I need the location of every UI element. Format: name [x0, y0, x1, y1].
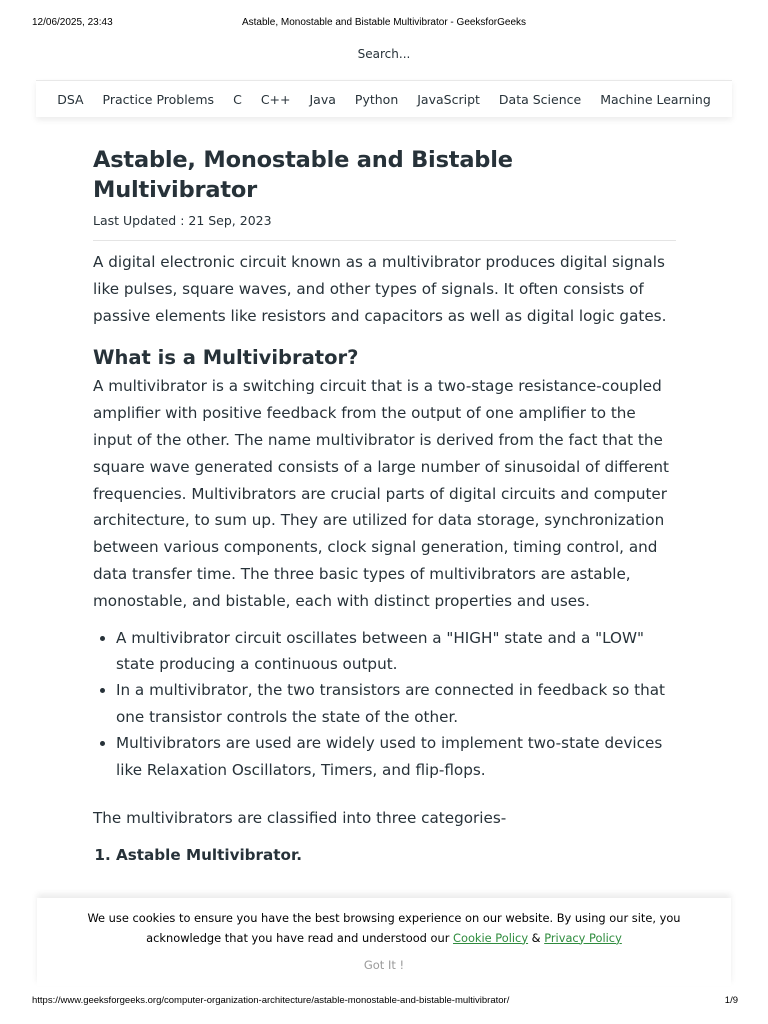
page-number: 1/9 [724, 995, 738, 1006]
print-url: https://www.geeksforgeeks.org/computer-organization-architecture/astable-monostable-and-bistable-multivibrator/ [32, 995, 510, 1006]
cookie-policy-link[interactable]: Cookie Policy [453, 930, 529, 945]
article [93, 145, 676, 868]
nav-item-java[interactable]: Java [309, 91, 336, 107]
bullet-list [93, 625, 676, 783]
print-date: 12/06/2025, 23:43 [32, 17, 113, 28]
nav-item-machine-learning[interactable]: Machine Learning [600, 91, 711, 107]
nav-item-dsa[interactable]: DSA [57, 91, 84, 107]
title-divider [93, 240, 676, 241]
nav-item-python[interactable]: Python [354, 91, 399, 107]
categories-intro: The multivibrators are classified into three categories- [93, 809, 507, 827]
section-paragraph: A multivibrator is a switching circuit that is a two-stage resistance-coupled amplifier with positive feedback from the output of one amplifier to the input of the other. The name multivibrator is derived from the fact that the square wave generated consists of a large number of sinusoidal of different frequencies. Multivibrators are crucial parts of digital circuits and computer architecture, to sum up. They are utilized for data storage, synchronization between various components, clock signal generation, timing control, and data transfer time. The three basic types of multivibrators are astable, monostable, and bistable, each with distinct properties and uses. [93, 377, 669, 610]
nav-item-c[interactable]: C [233, 91, 242, 107]
section-heading: What is a Multivibrator? [93, 346, 359, 370]
search-input[interactable]: Search... [357, 47, 411, 61]
print-page-title: Astable, Monostable and Bistable Multivibrator - GeeksforGeeks [241, 17, 527, 28]
cookie-banner [37, 898, 731, 986]
last-updated: Last Updated : 21 Sep, 2023 [93, 213, 272, 228]
list-item: • In a multivibrator, the two transistors are connected in feedback so that one transistor controls the state of the other. [116, 677, 676, 730]
cookie-text: We use cookies to ensure you have the best browsing experience on our website. By using our site, you acknowledge that you have read and understood our [87, 911, 681, 945]
page-title: Astable, Monostable and Bistable Multivibrator [93, 147, 513, 203]
intro-paragraph: A digital electronic circuit known as a multivibrator produces digital signals like pulses, square waves, and other types of signals. It often consists of passive elements like resistors and capacitors as well as digital logic gates. [93, 253, 667, 325]
got-it-button[interactable]: Got It ! [363, 958, 405, 972]
list-item: 1. Astable Multivibrator. [116, 842, 676, 868]
print-header [32, 17, 736, 31]
nav-item-practice-problems[interactable]: Practice Problems [102, 91, 215, 107]
list-item: • A multivibrator circuit oscillates between a "HIGH" state and a "LOW" state producing a continuous output. [116, 625, 676, 678]
cookie-message [37, 909, 731, 948]
nav-item-cpp[interactable]: C++ [260, 91, 291, 107]
privacy-policy-link[interactable]: Privacy Policy [544, 930, 622, 945]
top-navigation [36, 80, 732, 117]
list-item: • Multivibrators are used are widely used to implement two-state devices like Relaxation Oscillators, Timers, and flip-flops. [116, 730, 676, 783]
categories-list [93, 842, 676, 868]
cookie-amp: & [528, 930, 545, 945]
print-footer [32, 995, 738, 1009]
nav-item-javascript[interactable]: JavaScript [417, 91, 480, 107]
nav-item-data-science[interactable]: Data Science [498, 91, 582, 107]
